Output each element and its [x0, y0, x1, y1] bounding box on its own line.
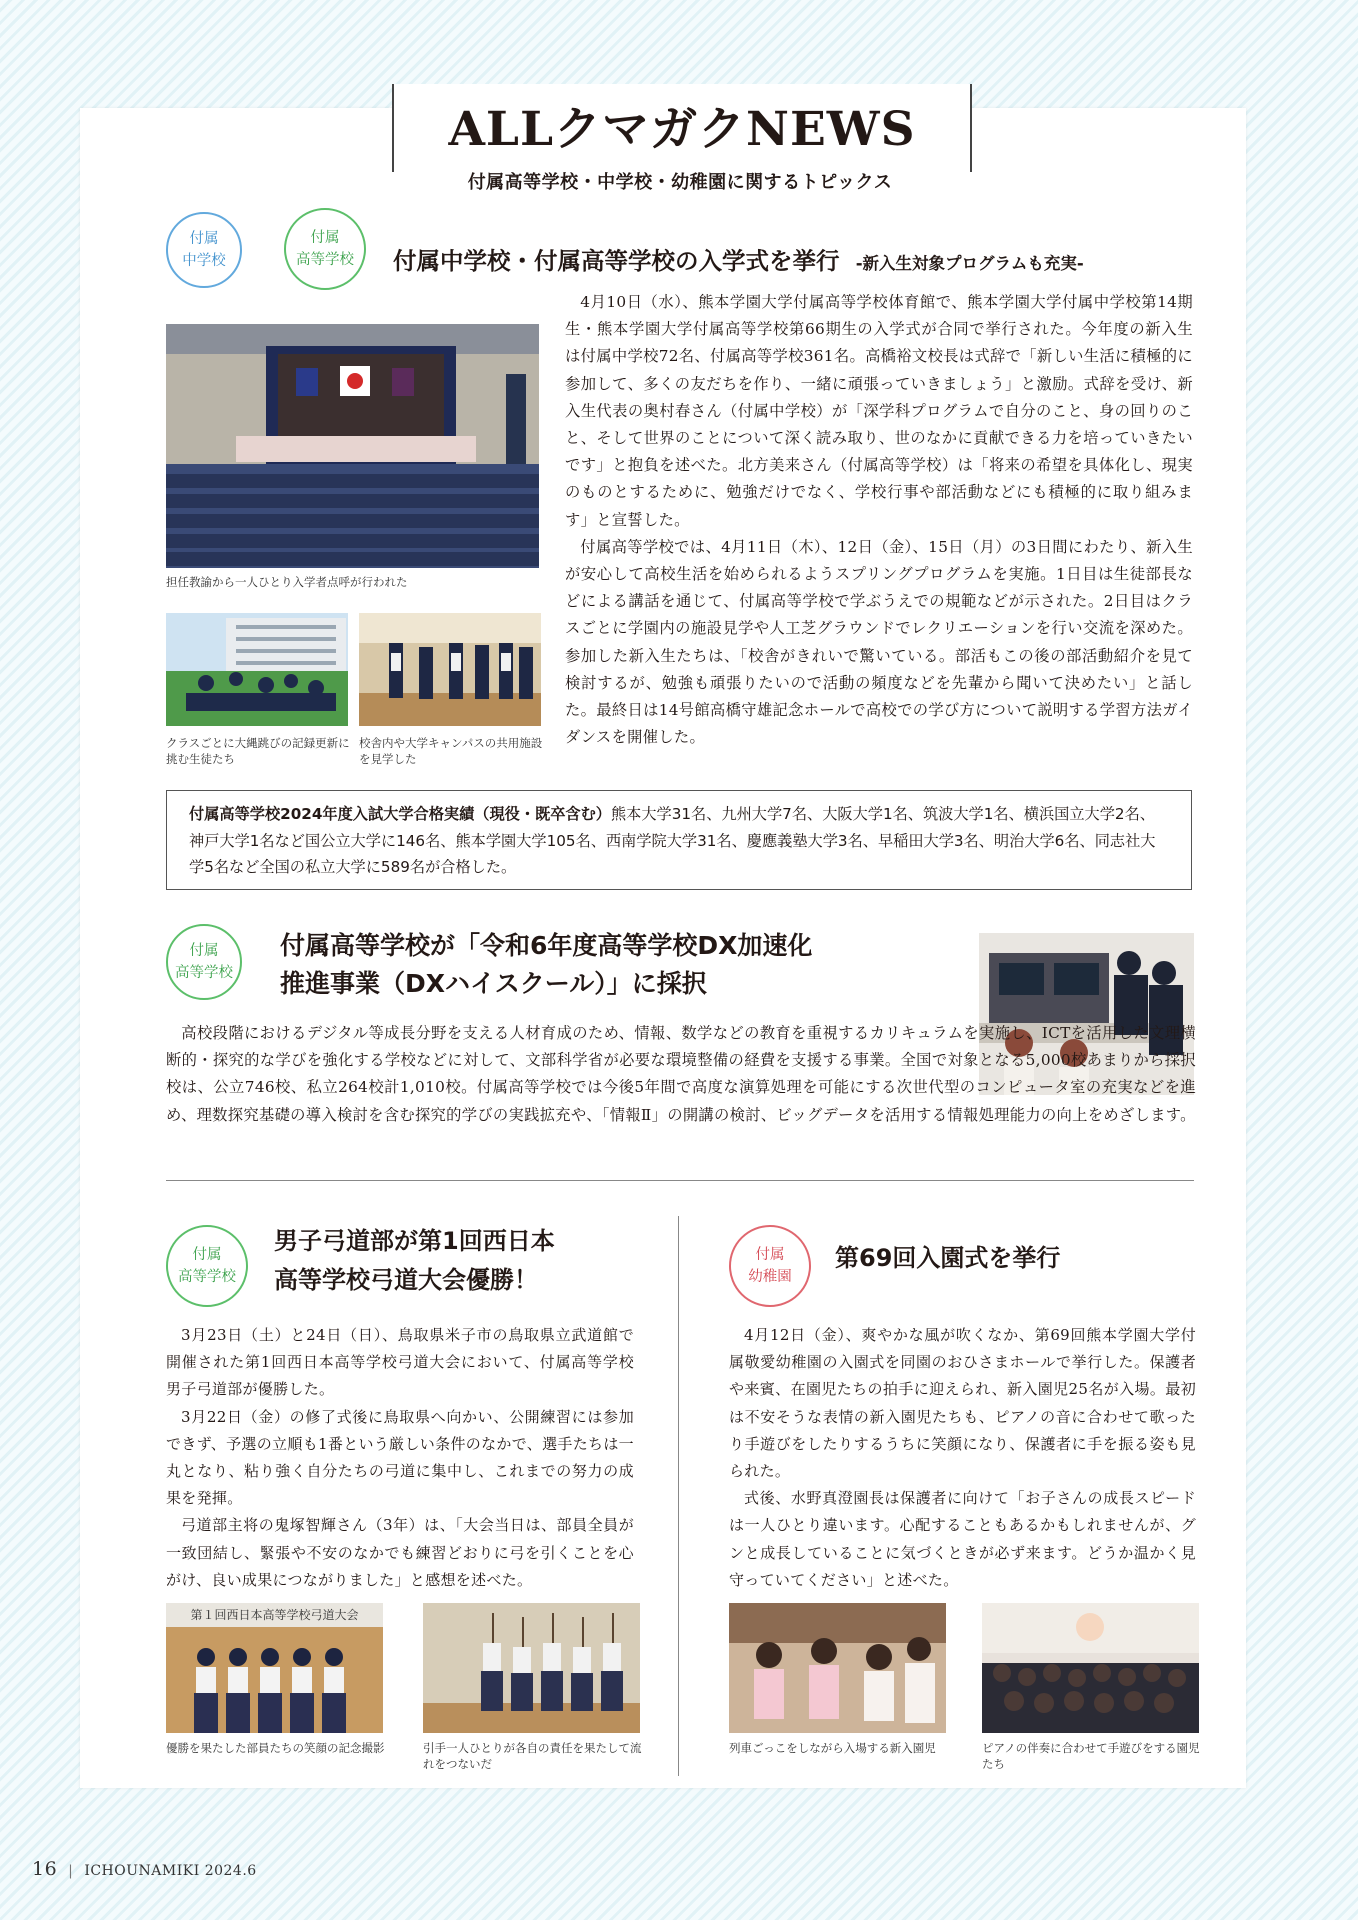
page-subtitle: 付属高等学校・中学校・幼稚園に関するトピックス [467, 172, 893, 193]
page-footer [32, 1858, 257, 1880]
article4-paragraph: 4月12日（金）、爽やかな風が吹くなか、第69回熊本学園大学付属敬愛幼稚園の入園式を同園のおひさまホールで挙行した。保護者や来賓、在園児たちの拍手に迎えられ、新入園児25名が入場。最初は不安そうな表情の新入園児たちも、ピアノの音に合わせて歌ったり手遊びをしたりするうちに笑顔になり、保護者に手を振る姿も見られた。 [729, 1326, 1196, 1481]
university-results-box [166, 790, 1192, 890]
photo-train-game-art [729, 1603, 946, 1733]
badge-line: 幼稚園 [748, 1269, 792, 1285]
article2-body [166, 1020, 1196, 1129]
page-number: 16 [32, 1858, 58, 1880]
badge-high-school [166, 924, 242, 1000]
caption-hand-play: ピアノの伴奏に合わせて手遊びをする園児たち [982, 1741, 1200, 1771]
article3-title-line2: 高等学校弓道大会優勝！ [274, 1266, 538, 1294]
badge-line: 中学校 [182, 253, 226, 269]
caption-facility-tour: 校舎内や大学キャンパスの共用施設を見学した [359, 736, 543, 766]
archery-banner: 第１回西日本高等学校弓道大会 [166, 1603, 383, 1627]
caption-train-game: 列車ごっこをしながら入場する新入園児 [729, 1741, 936, 1755]
photo-hand-play [982, 1603, 1199, 1733]
caption-jump-rope: クラスごとに大縄跳びの記録更新に挑む生徒たち [166, 736, 350, 766]
badge-junior-high [166, 212, 242, 288]
badge-kindergarten [729, 1225, 811, 1307]
article3-paragraph: 3月23日（土）と24日（日）、鳥取県米子市の鳥取県立武道館で開催された第1回西日本高等学校弓道大会において、付属高等学校男子弓道部が優勝した。 [166, 1326, 634, 1399]
publication-name: ICHOUNAMIKI 2024.6 [84, 1863, 257, 1879]
article4-paragraph: 式後、水野真澄園長は保護者に向けて「お子さんの成長スピードは一人ひとり違います。心配することもあるかもしれませんが、グンと成長していることに気づくときが必ず来ます。どうか温かく見守っていてください」と述べた。 [729, 1489, 1196, 1589]
article3-paragraph: 3月22日（金）の修了式後に鳥取県へ向かい、公開練習には参加できず、予選の立順も1番という厳しい条件のなかで、選手たちは一丸となり、粘り強く自分たちの弓道に集中し、これまでの努力の成果を発揮。 [166, 1407, 634, 1508]
article2-title-line1: 付属高等学校が「令和6年度高等学校DX加速化 [280, 931, 813, 960]
badge-line: 付属 [755, 1247, 785, 1263]
badge-line: 高等学校 [178, 1269, 236, 1285]
article1-paragraph: 付属高等学校では、4月11日（木）、12日（金）、15日（月）の3日間にわたり、新入生が安心して高校生活を始められるようスプリングプログラムを実施。1日目は生徒部長などによる講話を通じて、付属高等学校で学ぶうえでの規範などが示された。2日目はクラスごとに学園内の施設見学や人工芝グラウンドでレクリエーションを行い交流を深めた。参加した新入生たちは、「校舎がきれいで驚いている。部活もこの後の部活動紹介を見て検討するが、勉強も頑張りたいので活動の頻度などを先輩から聞いて決めたい」と話した。最終日は14号館高橋守雄記念ホールで高校での学び方について説明する学習方法ガイダンスを開催した。 [565, 537, 1193, 747]
article3-heading [274, 1222, 555, 1300]
photo-jump-rope-art [166, 613, 348, 726]
badge-line: 高等学校 [175, 965, 233, 981]
article4-body [729, 1322, 1196, 1594]
article1-title: 付属中学校・付属高等学校の入学式を挙行 [393, 247, 840, 275]
caption-archery-match: 引手一人ひとりが各自の責任を果たして流れをつないだ [423, 1741, 642, 1771]
badge-line: 付属 [189, 231, 219, 247]
photo-archery-match-art [423, 1603, 640, 1733]
article1-body [565, 289, 1193, 751]
photo-archery-team-art [166, 1627, 383, 1733]
badge-high-school [284, 208, 366, 290]
badge-high-school [166, 1225, 248, 1307]
caption-archery-team: 優勝を果たした部員たちの笑顔の記念撮影 [166, 1741, 385, 1755]
article3-paragraph: 弓道部主将の鬼塚智輝さん（3年）は、「大会当日は、部員全員が一致団結し、緊張や不安のなかでも練習どおりに弓を引くことを心がけ、良い成果につながりました」と感想を述べた。 [166, 1516, 634, 1589]
article2-heading [280, 927, 812, 1003]
badge-line: 付属 [310, 230, 340, 246]
column-divider [678, 1216, 679, 1776]
results-text: 熊本大学31名、九州大学7名、大阪大学1名、筑波大学1名、横浜国立大学2名、神戸大学1名など国公立大学に146名、熊本学園大学105名、西南学院大学31名、慶應義塾大学3名、早稲田大学3名、明治大学6名、同志社大学5名など全国の私立大学に589名が合格した。 [189, 805, 1156, 876]
caption-entrance-ceremony: 担任教諭から一人ひとり入学者点呼が行われた [166, 575, 408, 589]
article1-paragraph: 4月10日（水）、熊本学園大学付属高等学校体育館で、熊本学園大学付属中学校第14期生・熊本学園大学付属高等学校第66期生の入学式が合同で挙行された。今年度の新入生は付属中学校72名、付属高等学校361名。高橋裕文校長は式辞で「新しい生活に積極的に参加して、多くの友だちを作り、一緒に頑張っていきましょう」と激励。式辞を受け、新入生代表の奥村春さん（付属中学校）が「深学科プログラムで自分のこと、身の回りのこと、そして世界のことについて深く読み取り、世のなかに貢献できる力を培っていきたいです」と抱負を述べた。北方美来さん（付属高等学校）は「将来の希望を具体化し、現実のものとするために、勉強だけでなく、学校行事や部活動などにも積極的に取り組みます」と宣誓した。 [565, 293, 1193, 529]
article2-paragraph: 高校段階におけるデジタル等成長分野を支える人材育成のため、情報、数学などの教育を重視するカリキュラムを実施し、ICTを活用した文理横断的・探究的な学びを強化する学校などに対して、文部科学省が必要な環境整備の経費を支援する事業。全国で対象となる5,000校あまりから採択校は、公立746校、私立264校計1,010校。付属高等学校では今後5年間で高度な演算処理を可能にする次世代型のコンピュータ室の充実などを進め、理数探究基礎の導入検討を含む探究的学びの実践拡充や、「情報Ⅱ」の開講の検討、ビッグデータを活用する情報処理能力の向上をめざします。 [166, 1024, 1196, 1124]
article2-title-line2: 推進事業（DXハイスクール）」に採択 [280, 969, 707, 998]
photo-jump-rope [166, 613, 348, 726]
badge-line: 高等学校 [296, 252, 354, 268]
header-box [392, 84, 972, 172]
badge-line: 付属 [192, 1247, 222, 1263]
footer-separator: | [68, 1863, 74, 1879]
photo-entrance-ceremony-art [166, 324, 539, 568]
photo-archery-team [166, 1603, 383, 1733]
photo-facility-tour [359, 613, 541, 726]
article3-title-line1: 男子弓道部が第1回西日本 [274, 1227, 555, 1255]
page-title: ALLクマガクNEWS [448, 102, 916, 157]
badge-line: 付属 [189, 943, 219, 959]
article3-body [166, 1322, 634, 1594]
photo-archery-match [423, 1603, 640, 1733]
article1-title-suffix: -新入生対象プログラムも充実- [855, 254, 1084, 273]
photo-entrance-ceremony [166, 324, 539, 568]
photo-train-game [729, 1603, 946, 1733]
photo-facility-tour-art [359, 613, 541, 726]
photo-hand-play-art [982, 1603, 1199, 1733]
article4-title: 第69回入園式を挙行 [835, 1244, 1061, 1272]
results-label: 付属高等学校2024年度入試大学合格実績（現役・既卒含む） [189, 805, 611, 823]
section-divider [166, 1180, 1194, 1181]
article1-heading [393, 244, 1084, 281]
